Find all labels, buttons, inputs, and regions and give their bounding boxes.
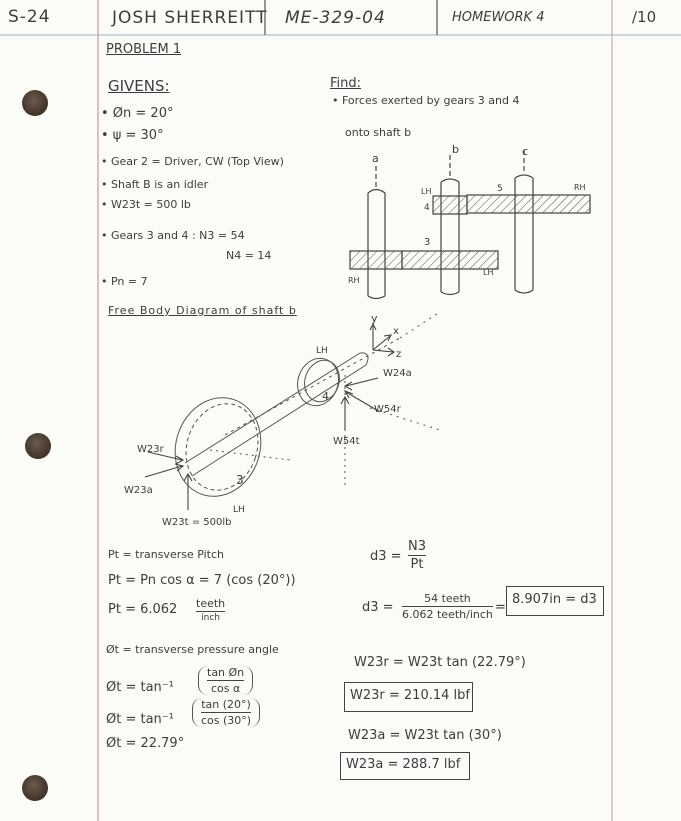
- pt-unit: teeth inch: [196, 597, 226, 623]
- phi-eq2-frac: tan (20°) cos (30°): [192, 698, 260, 727]
- diagram-label: z: [396, 349, 402, 360]
- hand-label: LH: [421, 187, 432, 196]
- axial-force-result: W23a = 288.7 lbf: [346, 757, 461, 772]
- phi-definition: Øt = transverse pressure angle: [106, 643, 279, 656]
- given-item: N4 = 14: [226, 249, 272, 262]
- hand-label: RH: [574, 183, 586, 192]
- hand-label: LH: [483, 268, 494, 277]
- d3-formula-frac: N3 Pt: [408, 539, 426, 572]
- givens-heading: GIVENS:: [108, 77, 170, 95]
- assignment-title: HOMEWORK 4: [452, 10, 545, 25]
- fbd-gear-label: 3: [236, 473, 244, 487]
- equals-sign: =: [495, 600, 506, 615]
- given-item: • Shaft B is an idler: [101, 178, 209, 191]
- given-item: • Pn = 7: [101, 275, 148, 288]
- pt-equation: Pt = Pn cos α = 7 (cos (20°)): [108, 573, 296, 588]
- find-heading: Find:: [330, 76, 362, 91]
- phi-eq1-frac: tan Øn cos α: [198, 666, 253, 695]
- d3-result: 8.907in = d3: [512, 592, 597, 607]
- phi-result: Øt = 22.79°: [106, 736, 185, 751]
- hand-label: RH: [348, 276, 360, 285]
- course-code: ME-329-04: [285, 8, 386, 28]
- diagram-label: y: [371, 312, 378, 325]
- pt-value: Pt = 6.062: [108, 602, 178, 617]
- phi-eq2: Øt = tan⁻¹: [106, 712, 174, 727]
- fbd-gear-label: 4: [322, 390, 329, 403]
- radial-force-result: W23r = 210.14 lbf: [350, 688, 470, 703]
- find-line: • Forces exerted by gears 3 and 4: [332, 94, 520, 107]
- gear-label-5: 5: [497, 184, 503, 194]
- fbd-shaft: [185, 353, 368, 476]
- axial-force-equation: W23a = W23t tan (30°): [348, 728, 502, 743]
- fbd-gear-label: LH: [233, 505, 245, 515]
- gear-label-4: 4: [424, 203, 430, 213]
- d3-equation-frac: 54 teeth 6.062 teeth/inch: [402, 592, 493, 621]
- page-code: S-24: [8, 7, 51, 27]
- force-label: W23a: [124, 485, 153, 496]
- radial-force-equation: W23r = W23t tan (22.79°): [354, 655, 526, 670]
- shaft-label-a: a: [372, 152, 379, 165]
- d3-formula: d3 =: [370, 549, 402, 564]
- given-item: • Gear 2 = Driver, CW (Top View): [101, 155, 284, 168]
- given-item: • ψ = 30°: [101, 128, 164, 143]
- shaft-label-c: c: [522, 145, 529, 158]
- shaft-label-b: b: [452, 143, 459, 156]
- force-label: W23t = 500lb: [162, 517, 232, 528]
- gear-label-3: 3: [424, 237, 431, 248]
- pt-definition: Pt = transverse Pitch: [108, 548, 225, 561]
- given-item: • Gears 3 and 4 : N3 = 54: [101, 229, 245, 242]
- score: /10: [632, 8, 657, 26]
- fbd-gear-label: LH: [316, 346, 328, 356]
- phi-eq1: Øt = tan⁻¹: [106, 680, 174, 695]
- problem-title: PROBLEM 1: [106, 42, 182, 57]
- force-label: W54r: [374, 404, 401, 415]
- force-label: W54t: [333, 436, 360, 447]
- student-name: JOSH SHERREITT: [112, 8, 268, 28]
- given-item: • W23t = 500 lb: [101, 198, 191, 211]
- fbd-heading: Free Body Diagram of shaft b: [108, 304, 297, 317]
- given-item: • Øn = 20°: [101, 106, 174, 121]
- d3-equation: d3 =: [362, 600, 394, 615]
- force-label: W24a: [383, 368, 412, 379]
- diagram-label: x: [393, 326, 399, 337]
- force-label: W23r: [137, 444, 164, 455]
- find-line: onto shaft b: [345, 126, 412, 139]
